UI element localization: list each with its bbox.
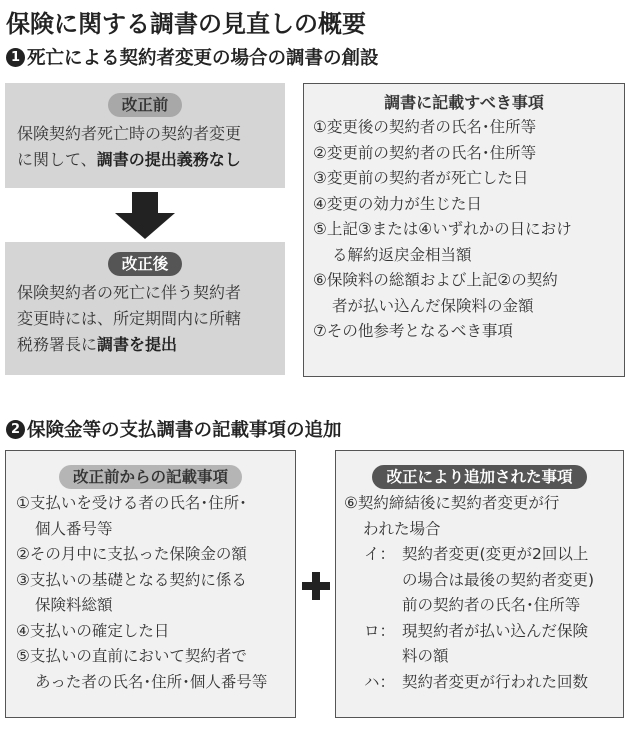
section1-heading-text: 死亡による契約者変更の場合の調書の創設 <box>27 48 379 69</box>
section1-heading <box>6 44 379 70</box>
sub-item-ha: ハ： 契約者変更が行われた回数 <box>344 670 623 696</box>
sub-item-i-cont2: 前の契約者の氏名･住所等 <box>402 596 581 614</box>
required-item-3: ③変更前の契約者が死亡した日 <box>313 169 529 187</box>
after-text-line1: 保険契約者の死亡に伴う契約者 <box>17 283 242 302</box>
sub-item-i-marker: イ： <box>364 545 396 563</box>
number-1-icon: 1 <box>6 48 25 67</box>
existing-item-1-cont: 個人番号等 <box>35 519 113 538</box>
required-item-6-cont: 者が払い込んだ保険料の金額 <box>332 296 534 315</box>
existing-items-label: 改正前からの記載事項 <box>59 465 242 489</box>
after-emphasis: 調書を提出 <box>97 335 178 354</box>
sub-item-i-cont1: の場合は最後の契約者変更) <box>402 570 595 589</box>
required-item-5-cont: る解約返戻金相当額 <box>332 245 472 264</box>
section2-heading <box>6 416 342 442</box>
required-item-4: ④変更の効力が生じた日 <box>313 194 482 213</box>
before-text-line1: 保険契約者死亡時の契約者変更 <box>17 124 242 143</box>
existing-item-5-cont: あった者の氏名･住所･個人番号等 <box>35 672 268 691</box>
required-item-7: ⑦その他参考となるべき事項 <box>313 322 513 340</box>
sub-item-i: イ： 契約者変更(変更が2回以上 <box>344 542 623 568</box>
existing-item-4: ④支払いの確定した日 <box>16 621 170 640</box>
required-item-1: ①変更後の契約者の氏名･住所等 <box>313 118 537 136</box>
existing-item-1: ①支払いを受ける者の氏名･住所･ <box>16 494 247 512</box>
required-items-heading: 調書に記載すべき事項 <box>384 93 544 112</box>
before-text-line2: に関して、調書の提出義務なし <box>17 150 241 169</box>
existing-item-2: ②その月中に支払った保険金の額 <box>16 545 247 563</box>
required-item-5: ⑤上記③または④いずれかの日におけ <box>313 220 572 238</box>
after-text-line3: 税務署長に調書を提出 <box>17 335 178 354</box>
added-items-label: 改正により追加された事項 <box>372 465 586 489</box>
after-text-line2: 変更時には、所定期間内に所轄 <box>17 309 242 328</box>
added-item-6-cont: われた場合 <box>363 519 441 538</box>
required-item-2: ②変更前の契約者の氏名･住所等 <box>313 143 537 162</box>
plus-icon <box>302 572 330 600</box>
before-revision-box <box>5 83 285 188</box>
number-2-icon: 2 <box>6 420 25 439</box>
added-items-box <box>335 450 624 718</box>
existing-items-box <box>5 450 296 718</box>
required-items-box <box>303 83 625 377</box>
after-revision-label: 改正後 <box>108 252 183 276</box>
section2-heading-text: 保険金等の支払調書の記載事項の追加 <box>27 420 342 441</box>
existing-item-3: ③支払いの基礎となる契約に係る <box>16 570 247 589</box>
sub-item-ro-marker: ロ： <box>364 621 396 640</box>
existing-item-5: ⑤支払いの直前において契約者で <box>16 647 247 665</box>
existing-item-3-cont: 保険料総額 <box>35 596 113 614</box>
required-item-6: ⑥保険料の総額および上記②の契約 <box>313 271 558 289</box>
after-revision-box <box>5 242 285 375</box>
page-title: 保険に関する調書の見直しの概要 <box>6 10 366 38</box>
sub-item-ha-marker: ハ： <box>364 672 396 691</box>
down-arrow-icon <box>115 192 175 240</box>
before-revision-label: 改正前 <box>108 93 183 117</box>
before-emphasis: 調書の提出義務なし <box>96 150 241 169</box>
sub-item-ro: ロ： 現契約者が払い込んだ保険 <box>344 619 623 645</box>
added-item-6: ⑥契約締結後に契約者変更が行 <box>344 494 560 512</box>
sub-item-ro-cont: 料の額 <box>402 647 449 665</box>
